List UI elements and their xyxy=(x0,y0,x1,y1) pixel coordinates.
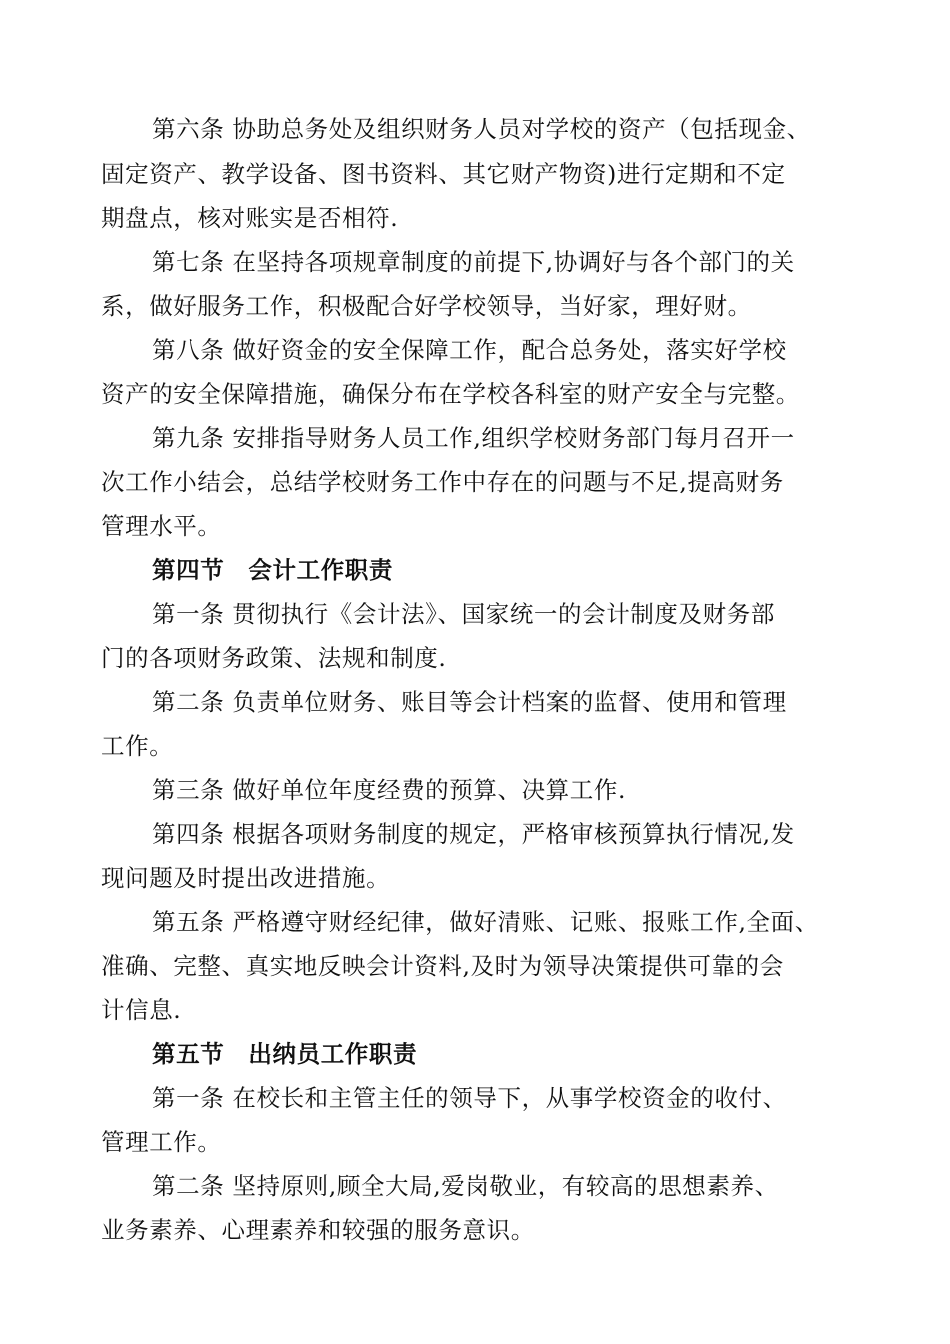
s4-article-5-line-2: 准确、完整、真实地反映会计资料,及时为领导决策提供可靠的会 xyxy=(101,952,784,980)
s4-article-1-line-2: 门的各项财务政策、法规和制度. xyxy=(101,644,447,672)
s5-article-2-line-2: 业务素养、心理素养和较强的服务意识。 xyxy=(101,1216,535,1244)
section-4-heading: 第四节 会计工作职责 xyxy=(152,556,393,584)
s4-article-2-line-1: 第二条 负责单位财务、账目等会计档案的监督、使用和管理 xyxy=(152,688,787,716)
s5-article-1-line-1: 第一条 在校长和主管主任的领导下，从事学校资金的收付、 xyxy=(152,1084,787,1112)
article-9-line-1: 第九条 安排指导财务人员工作,组织学校财务部门每月召开一 xyxy=(152,424,795,452)
s4-article-4-line-1: 第四条 根据各项财务制度的规定，严格审核预算执行情况,发 xyxy=(152,820,795,848)
article-7-line-2: 系，做好服务工作，积极配合好学校领导，当好家，理好财。 xyxy=(101,292,752,320)
section-5-heading: 第五节 出纳员工作职责 xyxy=(152,1040,418,1068)
article-6-line-2: 固定资产、教学设备、图书资料、其它财产物资)进行定期和不定 xyxy=(101,160,786,188)
s4-article-5-line-3: 计信息. xyxy=(101,996,182,1024)
article-8-line-1: 第八条 做好资金的安全保障工作，配合总务处，落实好学校 xyxy=(152,336,787,364)
article-6-line-1: 第六条 协助总务处及组织财务人员对学校的资产（包括现金、 xyxy=(152,115,811,143)
article-7-line-1: 第七条 在坚持各项规章制度的前提下,协调好与各个部门的关 xyxy=(152,248,795,276)
article-9-line-2: 次工作小结会，总结学校财务工作中存在的问题与不足,提高财务 xyxy=(101,468,784,496)
s5-article-2-line-1: 第二条 坚持原则,顾全大局,爱岗敬业，有较高的思想素养、 xyxy=(152,1172,779,1200)
s4-article-2-line-2: 工作。 xyxy=(101,732,174,760)
article-6-line-3: 期盘点，核对账实是否相符. xyxy=(101,204,399,232)
s5-article-1-line-2: 管理工作。 xyxy=(101,1128,222,1156)
article-9-line-3: 管理水平。 xyxy=(101,512,222,540)
article-8-line-2: 资产的安全保障措施，确保分布在学校各科室的财产安全与完整。 xyxy=(101,380,800,408)
s4-article-5-line-1: 第五条 严格遵守财经纪律，做好清账、记账、报账工作,全面、 xyxy=(152,908,819,936)
s4-article-1-line-1: 第一条 贯彻执行《会计法》、国家统一的会计制度及财务部 xyxy=(152,600,775,628)
s4-article-4-line-2: 现问题及时提出改进措施。 xyxy=(101,864,391,892)
s4-article-3-line-1: 第三条 做好单位年度经费的预算、决算工作. xyxy=(152,776,627,804)
